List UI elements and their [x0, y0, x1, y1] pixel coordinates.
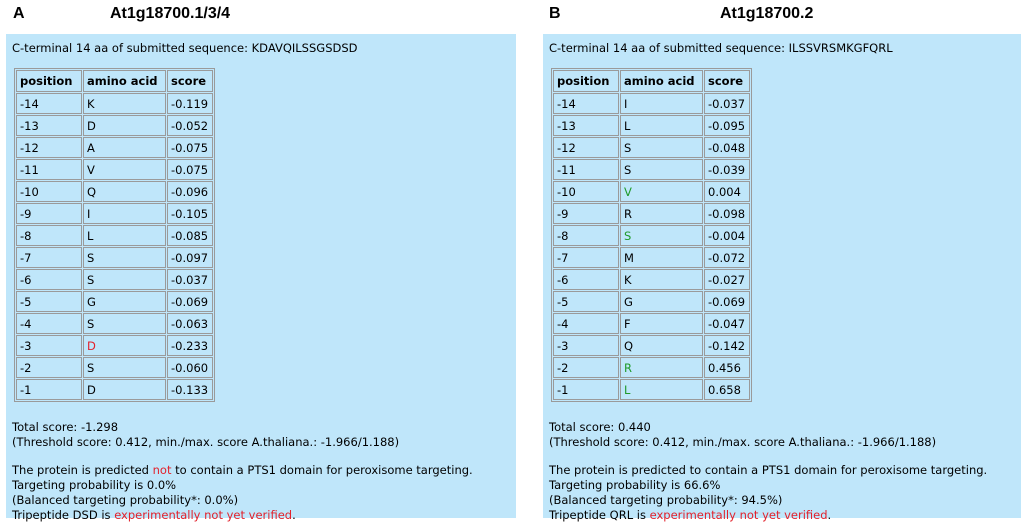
cell-amino-acid: Q	[620, 335, 703, 356]
balanced-probability: (Balanced targeting probability*: 0.0%)	[12, 493, 239, 507]
score-table	[551, 68, 752, 402]
cell-score: -0.133	[167, 379, 213, 400]
cell-position: -14	[553, 93, 619, 114]
cell-position: -12	[16, 137, 82, 158]
cell-score: 0.456	[704, 357, 750, 378]
cell-score: -0.098	[704, 203, 750, 224]
cell-score: -0.039	[704, 159, 750, 180]
cell-position: -10	[16, 181, 82, 202]
cell-amino-acid: G	[620, 291, 703, 312]
cell-position: -7	[16, 247, 82, 268]
cell-score: -0.004	[704, 225, 750, 246]
cell-score: -0.233	[167, 335, 213, 356]
cell-score: -0.063	[167, 313, 213, 334]
cell-amino-acid: S	[83, 269, 166, 290]
cell-position: -2	[16, 357, 82, 378]
sequence-value: KDAVQILSSGSDSD	[251, 41, 358, 55]
cell-score: -0.096	[167, 181, 213, 202]
cell-position: -6	[16, 269, 82, 290]
tripeptide-text	[549, 508, 1016, 523]
tripeptide-status: experimentally not yet verified	[649, 508, 828, 522]
sequence-label: C-terminal 14 aa of submitted sequence:	[549, 41, 785, 55]
panel-a-letter: A	[13, 5, 25, 22]
table-row	[553, 203, 750, 224]
table-row	[16, 93, 213, 114]
table-row	[553, 291, 750, 312]
cell-score: -0.142	[704, 335, 750, 356]
cell-score: -0.069	[704, 291, 750, 312]
prediction-text	[549, 463, 1016, 478]
cell-score: -0.069	[167, 291, 213, 312]
table-row	[553, 335, 750, 356]
total-score: Total score: -1.298	[12, 420, 119, 434]
cell-position: -5	[16, 291, 82, 312]
table-row	[553, 247, 750, 268]
cell-amino-acid: S	[620, 137, 703, 158]
cell-position: -5	[553, 291, 619, 312]
tripeptide-text	[12, 508, 511, 523]
table-header-row	[553, 70, 750, 92]
sequence-label: C-terminal 14 aa of submitted sequence:	[12, 41, 248, 55]
cell-amino-acid: A	[83, 137, 166, 158]
table-row	[16, 115, 213, 136]
cell-score: -0.097	[167, 247, 213, 268]
prediction-pre: The protein is predicted	[12, 463, 153, 477]
table-row	[16, 225, 213, 246]
header-amino-acid: amino acid	[620, 70, 703, 92]
cell-score: -0.075	[167, 159, 213, 180]
table-row	[553, 379, 750, 400]
cell-position: -8	[16, 225, 82, 246]
cell-position: -13	[553, 115, 619, 136]
cell-amino-acid: S	[83, 247, 166, 268]
total-score: Total score: 0.440	[549, 420, 651, 434]
panel-b	[543, 34, 1021, 522]
cell-position: -1	[553, 379, 619, 400]
cell-amino-acid: D	[83, 335, 166, 356]
cell-score: -0.119	[167, 93, 213, 114]
cell-amino-acid: M	[620, 247, 703, 268]
cell-score: -0.095	[704, 115, 750, 136]
cell-position: -3	[16, 335, 82, 356]
cell-position: -10	[553, 181, 619, 202]
header-amino-acid: amino acid	[83, 70, 166, 92]
cell-amino-acid: I	[620, 93, 703, 114]
prediction-post: to contain a PTS1 domain for peroxisome targeting.	[171, 463, 473, 477]
cell-amino-acid: R	[620, 203, 703, 224]
cell-amino-acid: S	[83, 313, 166, 334]
cell-position: -4	[553, 313, 619, 334]
header-position: position	[16, 70, 82, 92]
threshold-score: (Threshold score: 0.412, min./max. score A.thaliana.: -1.966/1.188)	[12, 435, 400, 449]
table-row	[16, 137, 213, 158]
cell-amino-acid: I	[83, 203, 166, 224]
panel-a	[6, 34, 516, 522]
table-header-row	[16, 70, 213, 92]
results-text	[549, 420, 1016, 523]
header-position: position	[553, 70, 619, 92]
table-row	[16, 269, 213, 290]
cell-amino-acid: Q	[83, 181, 166, 202]
cell-position: -13	[16, 115, 82, 136]
cell-amino-acid: G	[83, 291, 166, 312]
sequence-line	[549, 40, 1016, 56]
prediction-text	[12, 463, 511, 478]
targeting-probability: Targeting probability is 66.6%	[549, 478, 721, 492]
cell-position: -4	[16, 313, 82, 334]
cell-amino-acid: D	[83, 115, 166, 136]
cell-amino-acid: R	[620, 357, 703, 378]
cell-amino-acid: V	[83, 159, 166, 180]
panel-b-letter: B	[549, 5, 561, 22]
cell-amino-acid: S	[620, 159, 703, 180]
results-text	[12, 420, 511, 523]
prediction-pre: The protein is predicted to contain a PTS1 domain for peroxisome targeting.	[549, 463, 988, 477]
cell-score: -0.037	[167, 269, 213, 290]
cell-score: -0.047	[704, 313, 750, 334]
cell-amino-acid: L	[83, 225, 166, 246]
cell-score: -0.037	[704, 93, 750, 114]
cell-position: -7	[553, 247, 619, 268]
table-row	[553, 225, 750, 246]
cell-score: -0.105	[167, 203, 213, 224]
table-row	[16, 181, 213, 202]
table-row	[16, 247, 213, 268]
table-row	[553, 137, 750, 158]
cell-score: 0.004	[704, 181, 750, 202]
cell-amino-acid: K	[620, 269, 703, 290]
header-score: score	[167, 70, 213, 92]
cell-amino-acid: S	[83, 357, 166, 378]
tripeptide-status: experimentally not yet verified	[114, 508, 293, 522]
cell-amino-acid: K	[83, 93, 166, 114]
table-row	[553, 93, 750, 114]
cell-position: -9	[553, 203, 619, 224]
table-row	[16, 379, 213, 400]
balanced-probability: (Balanced targeting probability*: 94.5%)	[549, 493, 783, 507]
panel-a-title: At1g18700.1/3/4	[110, 5, 231, 22]
cell-position: -14	[16, 93, 82, 114]
cell-score: -0.052	[167, 115, 213, 136]
cell-amino-acid: L	[620, 115, 703, 136]
table-row	[553, 159, 750, 180]
sequence-line	[12, 40, 511, 56]
cell-score: -0.085	[167, 225, 213, 246]
cell-position: -6	[553, 269, 619, 290]
table-row	[553, 269, 750, 290]
cell-position: -1	[16, 379, 82, 400]
panel-b-title: At1g18700.2	[720, 5, 814, 22]
cell-position: -2	[553, 357, 619, 378]
table-row	[16, 159, 213, 180]
table-row	[553, 115, 750, 136]
tripeptide-pre: Tripeptide QRL is	[549, 508, 650, 522]
prediction-not: not	[152, 463, 172, 477]
tripeptide-post: .	[827, 508, 832, 522]
cell-position: -11	[553, 159, 619, 180]
cell-score: -0.027	[704, 269, 750, 290]
cell-amino-acid: L	[620, 379, 703, 400]
cell-score: 0.658	[704, 379, 750, 400]
table-row	[553, 313, 750, 334]
cell-position: -8	[553, 225, 619, 246]
cell-amino-acid: F	[620, 313, 703, 334]
table-row	[16, 313, 213, 334]
cell-position: -11	[16, 159, 82, 180]
cell-amino-acid: D	[83, 379, 166, 400]
cell-score: -0.075	[167, 137, 213, 158]
targeting-probability: Targeting probability is 0.0%	[12, 478, 177, 492]
sequence-value: ILSSVRSMKGFQRL	[788, 41, 893, 55]
cell-score: -0.060	[167, 357, 213, 378]
cell-position: -9	[16, 203, 82, 224]
cell-amino-acid: S	[620, 225, 703, 246]
cell-score: -0.072	[704, 247, 750, 268]
table-row	[16, 203, 213, 224]
threshold-score: (Threshold score: 0.412, min./max. score A.thaliana.: -1.966/1.188)	[549, 435, 937, 449]
table-row	[553, 181, 750, 202]
table-row	[16, 357, 213, 378]
tripeptide-pre: Tripeptide DSD is	[12, 508, 115, 522]
cell-amino-acid: V	[620, 181, 703, 202]
table-row	[16, 291, 213, 312]
cell-position: -3	[553, 335, 619, 356]
header-score: score	[704, 70, 750, 92]
table-row	[16, 335, 213, 356]
score-table	[14, 68, 215, 402]
cell-position: -12	[553, 137, 619, 158]
cell-score: -0.048	[704, 137, 750, 158]
table-row	[553, 357, 750, 378]
tripeptide-post: .	[292, 508, 296, 522]
